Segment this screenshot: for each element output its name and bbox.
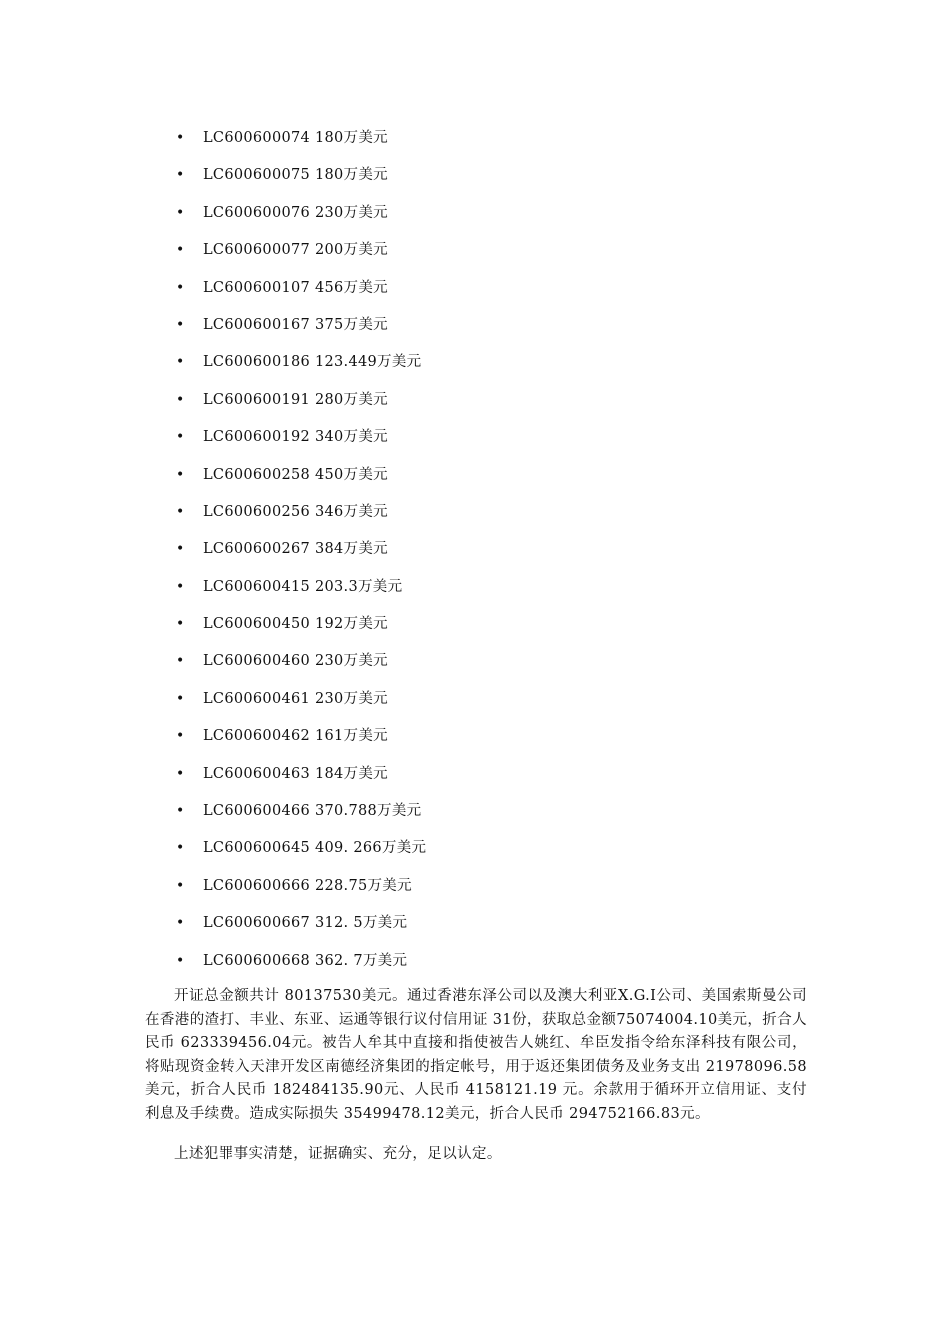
lc-entry-text: LC600600075 180万美元	[203, 167, 388, 184]
body-text	[145, 985, 807, 1166]
bullet-icon: •	[176, 765, 185, 782]
bullet-icon: •	[176, 915, 185, 932]
lc-entry-text: LC600600666 228.75万美元	[203, 877, 412, 894]
bullet-icon: •	[176, 840, 185, 857]
bullet-icon: •	[176, 204, 185, 221]
lc-entry-text: LC600600466 370.788万美元	[203, 803, 422, 820]
paragraph-conclusion: 上述犯罪事实清楚，证据确实、充分，足以认定。	[174, 1145, 502, 1162]
lc-entry-text: LC600600415 203.3万美元	[203, 578, 403, 595]
bullet-icon: •	[176, 167, 185, 184]
lc-entry-text: LC600600077 200万美元	[203, 242, 388, 259]
lc-entry-text: LC600600450 192万美元	[203, 616, 388, 633]
bullet-icon: •	[176, 429, 185, 446]
bullet-icon: •	[176, 541, 185, 558]
bullet-icon: •	[176, 803, 185, 820]
bullet-icon: •	[176, 653, 185, 670]
lc-entry-text: LC600600256 346万美元	[203, 503, 388, 520]
bullet-icon: •	[176, 279, 185, 296]
bullet-icon: •	[176, 728, 185, 745]
bullet-icon: •	[176, 242, 185, 259]
lc-entry-text: LC600600461 230万美元	[203, 690, 388, 707]
lc-entry-text: LC600600668 362. 7万美元	[203, 952, 408, 969]
bullet-icon: •	[176, 466, 185, 483]
lc-entry-text: LC600600645 409. 266万美元	[203, 840, 427, 857]
lc-entry-text: LC600600186 123.449万美元	[203, 354, 422, 371]
bullet-icon: •	[176, 690, 185, 707]
lc-entry-text: LC600600192 340万美元	[203, 429, 388, 446]
lc-entry-text: LC600600191 280万美元	[203, 391, 388, 408]
paragraph-total-amount: 开证总金额共计 80137530美元。通过香港东泽公司以及澳大利亚X.G.I公司、美国索斯曼公司在香港的渣打、丰业、东亚、运通等银行议付信用证 31份，获取总金额75074004.10美元，折合人民币 623339456.04元。被告人牟其中直接和指使被告人姚红、牟臣发指令给东泽科技有限公司，将贴现资金转入天津开发区南德经济集团的指定帐号，用于返还集团债务及业务支出 21978096.58美元，折合人民币 182484135.90元、人民币 4158121.19 元。余款用于循环开立信用证、支付利息及手续费。造成实际损失 35499478.12美元，折合人民币 294752166.83元。	[145, 988, 807, 1122]
bullet-icon: •	[176, 877, 185, 894]
lc-entry-text: LC600600267 384万美元	[203, 541, 388, 558]
bullet-icon: •	[176, 391, 185, 408]
lc-entry-text: LC600600463 184万美元	[203, 765, 388, 782]
lc-entry-text: LC600600258 450万美元	[203, 466, 388, 483]
bullet-icon: •	[176, 616, 185, 633]
bullet-icon: •	[176, 952, 185, 969]
bullet-icon: •	[176, 354, 185, 371]
lc-entry-text: LC600600074 180万美元	[203, 130, 388, 146]
lc-entry-text: LC600600460 230万美元	[203, 653, 388, 670]
lc-entry-text: LC600600107 456万美元	[203, 279, 388, 296]
lc-entry-text: LC600600462 161万美元	[203, 728, 388, 745]
bullet-icon: •	[176, 130, 185, 146]
bullet-icon: •	[176, 316, 185, 333]
lc-entry-text: LC600600167 375万美元	[203, 316, 388, 333]
bullet-icon: •	[176, 578, 185, 595]
lc-entry-text: LC600600076 230万美元	[203, 204, 388, 221]
lc-entry-text: LC600600667 312. 5万美元	[203, 915, 408, 932]
bullet-icon: •	[176, 503, 185, 520]
